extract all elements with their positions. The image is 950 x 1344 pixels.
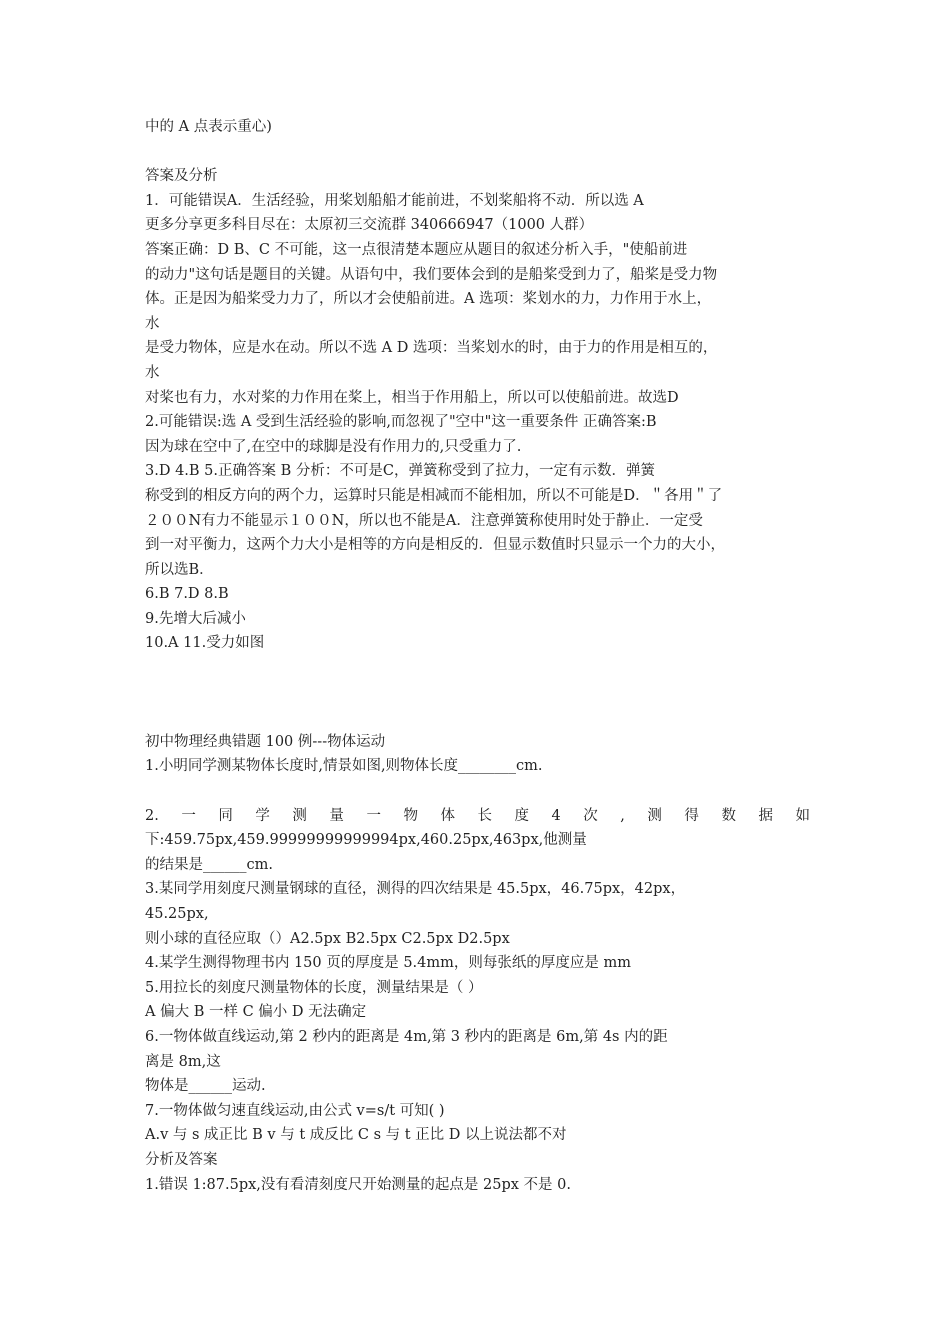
text-line: 3.D 4.B 5.正确答案 B 分析：不可是C，弹簧称受到了拉力，一定有示数．弹簧 [145,463,655,480]
q2-token: 长 [477,807,492,824]
blank-line [145,779,810,804]
text-line: 水 [145,315,160,332]
q2-token: 物 [403,807,418,824]
text-line: 2.可能错误:选 A 受到生活经验的影响,而忽视了"空中"这一重要条件 正确答案:B [145,414,657,431]
question-5: 5.用拉长的刻度尺测量物体的长度，测量结果是（ ） [145,979,483,996]
section-title: 初中物理经典错题 100 例---物体运动 [145,733,386,750]
q2-token: 4 [551,807,561,824]
question-6-line-3: 物体是______运动. [145,1078,266,1095]
text-line: 对桨也有力，水对桨的力作用在桨上，相当于作用船上，所以可以使船前进。故选D [145,389,679,406]
text-line: 的动力"这句话是题目的关键。从语句中，我们要体会到的是船桨受到力了，船桨是受力物 [145,266,718,283]
question-6-line-2: 离是 8m,这 [145,1053,221,1070]
question-4: 4.某学生测得物理书内 150 页的厚度是 5.4mm，则每张纸的厚度应是 mm [145,955,632,972]
text-line: 答案正确：D B、C 不可能，这一点很清楚本题应从题目的叙述分析入手，"使船前进 [145,241,688,258]
question-1: 1.小明同学测某物体长度时,情景如图,则物体长度________cm. [145,758,543,775]
q2-token: 一 [366,807,381,824]
text-line: 10.A 11.受力如图 [145,635,265,652]
q2-token: 测 [292,807,307,824]
analysis-heading: 分析及答案 [145,1151,218,1168]
q2-token: 据 [758,807,773,824]
text-line: 中的 A 点表示重心) [145,119,272,135]
answer-section [145,115,810,656]
section-gap [145,656,810,730]
text-line: 到一对平衡力，这两个力大小是相等的方向是相反的．但显示数值时只显示一个力的大小， [145,537,725,554]
q2-token: 度 [514,807,529,824]
text-line: 因为球在空中了,在空中的球脚是没有作用力的,只受重力了. [145,438,522,455]
q2-token: 如 [795,807,810,824]
text-line: 称受到的相反方向的两个力，运算时只能是相减而不能相加，所以不可能是D．＂各用＂了 [145,487,723,504]
text-line: 9.先增大后减小 [145,610,246,627]
q2-token: 体 [440,807,455,824]
q2-token: 数 [721,807,736,824]
q2-token: 量 [329,807,344,824]
answer-1: 1.错误 1:87.5px,没有看清刻度尺开始测量的起点是 25px 不是 0. [145,1176,571,1193]
question-7: 7.一物体做匀速直线运动,由公式 v=s/t 可知( ) [145,1102,445,1119]
text-line: 1．可能错误A．生活经验，用桨划船船才能前进，不划桨船将不动．所以选 A [145,192,644,209]
q2-token: 2. [145,807,159,824]
text-line: 是受力物体，应是水在动。所以不选 A D 选项：当桨划水的时，由于力的作用是相互的， [145,340,718,357]
document-page [145,115,810,1197]
q2-token: 次 [583,807,598,824]
question-2-line-3: 的结果是______cm. [145,856,273,873]
question-2-justified-line [145,804,810,829]
question-3-line-1: 3.某同学用刻度尺测量钢球的直径，测得的四次结果是 45.5px，46.75px，42px， [145,881,686,898]
text-line: 体。正是因为船桨受力力了，所以才会使船前进。A 选项：桨划水的力，力作用于水上， [145,291,712,308]
q2-token: 得 [684,807,699,824]
question-3-line-2: 45.25px, [145,906,209,923]
text-line: 所以选B． [145,561,214,578]
q2-token: 测 [647,807,662,824]
blank-line [145,140,810,165]
motion-section [145,730,810,1197]
q2-token: 学 [255,807,270,824]
text-line: 水 [145,364,160,381]
q2-token: 一 [181,807,196,824]
q2-token: 同 [218,807,233,824]
section-heading: 答案及分析 [145,168,218,185]
question-2-line-2: 下:459.75px,459.99999999999994px,460.25px,463px,他测量 [145,832,587,849]
question-3-line-3: 则小球的直径应取（）A2.5px B2.5px C2.5px D2.5px [145,930,510,947]
text-line: 更多分享更多科目尽在：太原初三交流群 340666947（1000 人群） [145,217,594,234]
question-5-options: A 偏大 B 一样 C 偏小 D 无法确定 [145,1004,367,1021]
q2-token: , [620,807,625,824]
question-7-options: A.v 与 s 成正比 B v 与 t 成反比 C s 与 t 正比 D 以上说法都不对 [145,1127,567,1144]
question-6-line-1: 6.一物体做直线运动,第 2 秒内的距离是 4m,第 3 秒内的距离是 6m,第 4s 内的距 [145,1028,668,1045]
text-line: 6.B 7.D 8.B [145,586,229,603]
text-line: ２００N有力不能显示１００N，所以也不能是A．注意弹簧称使用时处于静止．一定受 [145,512,703,529]
